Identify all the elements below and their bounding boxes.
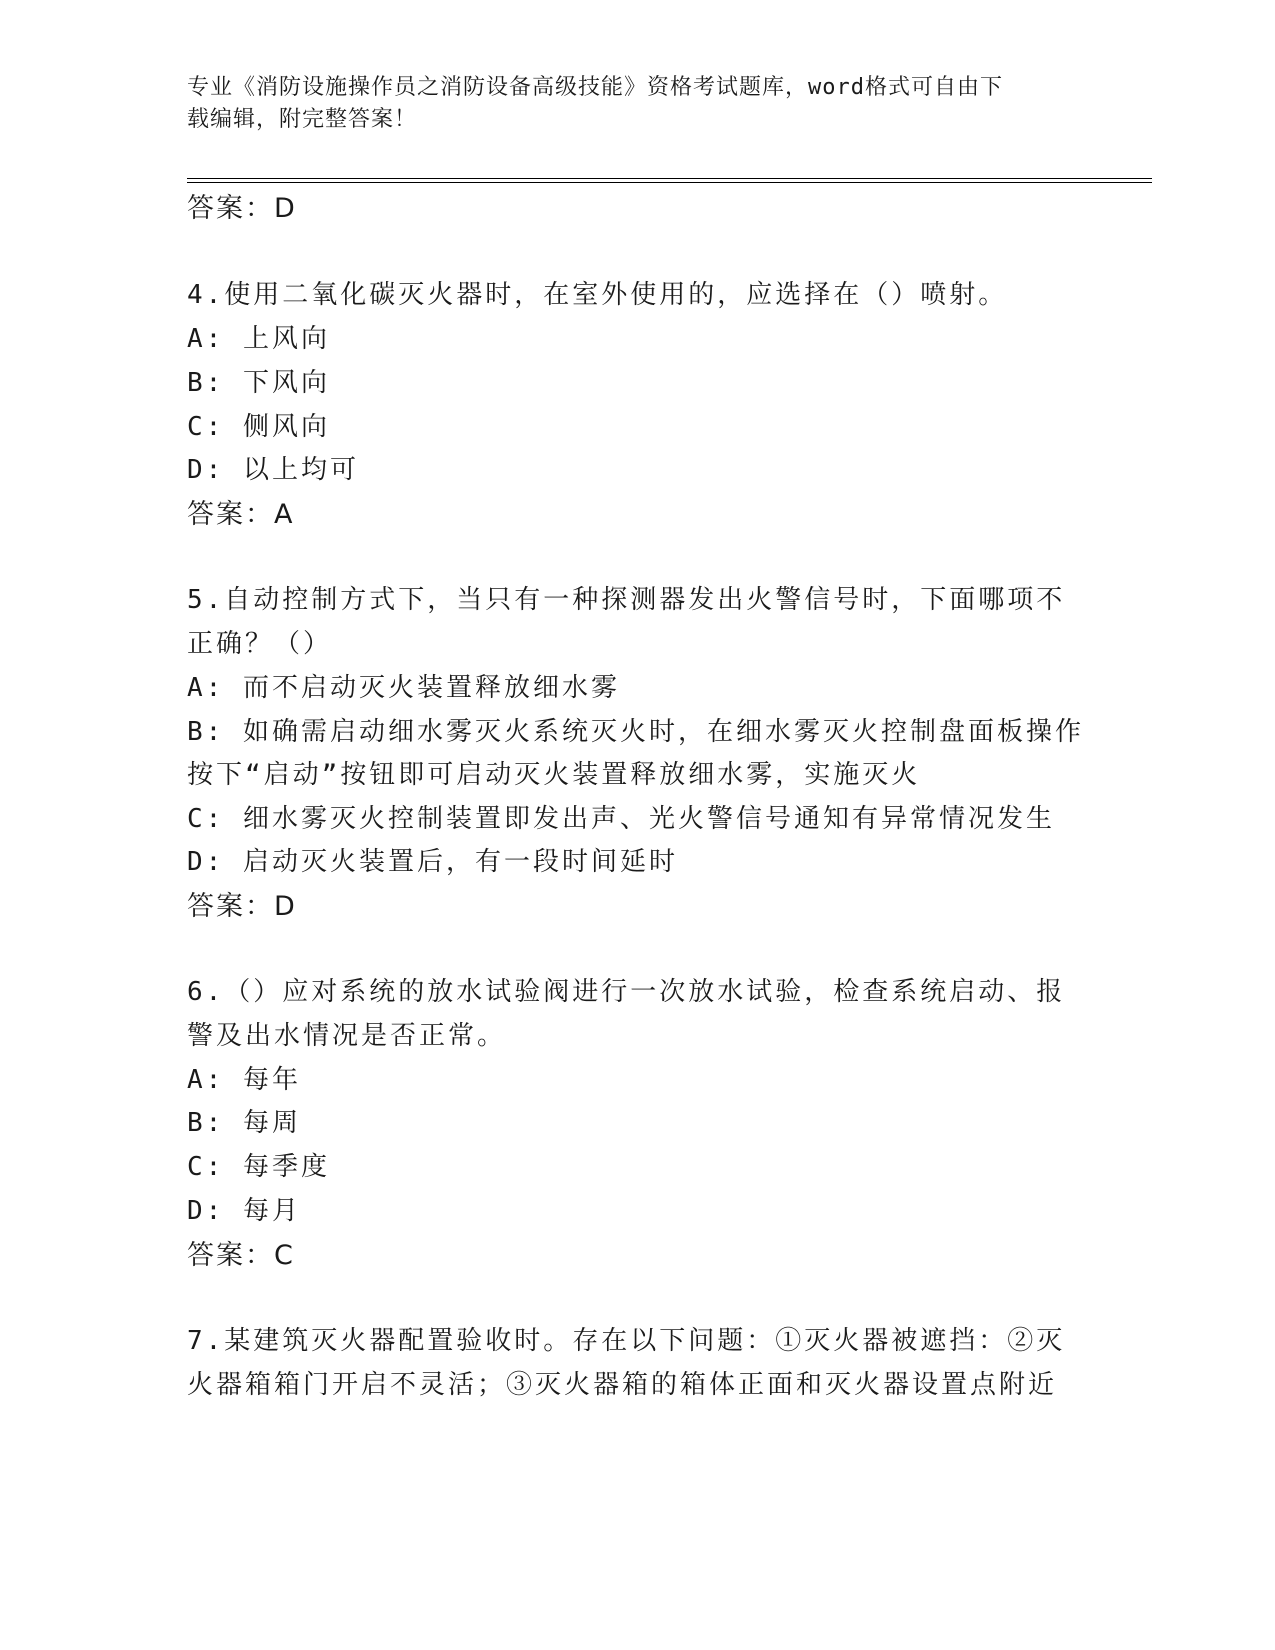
question-6-option-b: B: 每周 xyxy=(187,1108,301,1138)
question-5-option-b-line-2: 按下“启动”按钮即可启动灭火装置释放细水雾，实施灭火 xyxy=(187,760,921,790)
header-line-2: 载编辑，附完整答案！ xyxy=(187,107,418,132)
question-5-option-d: D: 启动灭火装置后，有一段时间延时 xyxy=(187,847,678,877)
question-5-option-a: A: 而不启动灭火装置释放细水雾 xyxy=(187,673,620,703)
question-5-option-c: C: 细水雾灭火控制装置即发出声、光火警信号通知有异常情况发生 xyxy=(187,804,1055,834)
question-4-option-a: A: 上风向 xyxy=(187,324,330,354)
question-4-stem-line-1: 4.使用二氧化碳灭火器时，在室外使用的，应选择在（）喷射。 xyxy=(187,280,1008,310)
question-4-option-c: C: 侧风向 xyxy=(187,412,330,442)
question-5-stem-line-1: 5.自动控制方式下，当只有一种探测器发出火警信号时，下面哪项不 xyxy=(187,585,1066,615)
question-6-option-c: C: 每季度 xyxy=(187,1152,330,1182)
question-5-stem-line-2: 正确？（） xyxy=(187,629,333,659)
question-4-option-d: D: 以上均可 xyxy=(187,455,359,485)
question-4-answer: 答案：A xyxy=(187,499,295,530)
question-6-answer: 答案：C xyxy=(187,1240,295,1271)
header-rule-top xyxy=(187,178,1152,179)
question-7-stem-line-2: 火器箱箱门开启不灵活；③灭火器箱的箱体正面和灭火器设置点附近 xyxy=(187,1370,1058,1400)
question-6-option-d: D: 每月 xyxy=(187,1196,301,1226)
question-6-stem-line-2: 警及出水情况是否正常。 xyxy=(187,1021,507,1051)
header-line-1: 专业《消防设施操作员之消防设备高级技能》资格考试题库，word格式可自由下 xyxy=(187,75,1003,100)
question-6-option-a: A: 每年 xyxy=(187,1065,301,1095)
previous-answer: 答案：D xyxy=(187,193,297,224)
question-4-option-b: B: 下风向 xyxy=(187,368,330,398)
header-rule-bottom xyxy=(187,182,1152,183)
question-5-option-b-line-1: B: 如确需启动细水雾灭火系统灭火时，在细水雾灭火控制盘面板操作 xyxy=(187,717,1084,747)
document-header xyxy=(187,72,1067,136)
question-7-stem-line-1: 7.某建筑灭火器配置验收时。存在以下问题：①灭火器被遮挡：②灭 xyxy=(187,1326,1066,1356)
question-6-stem-line-1: 6.（）应对系统的放水试验阀进行一次放水试验，检查系统启动、报 xyxy=(187,977,1066,1007)
question-5-answer: 答案：D xyxy=(187,891,297,922)
